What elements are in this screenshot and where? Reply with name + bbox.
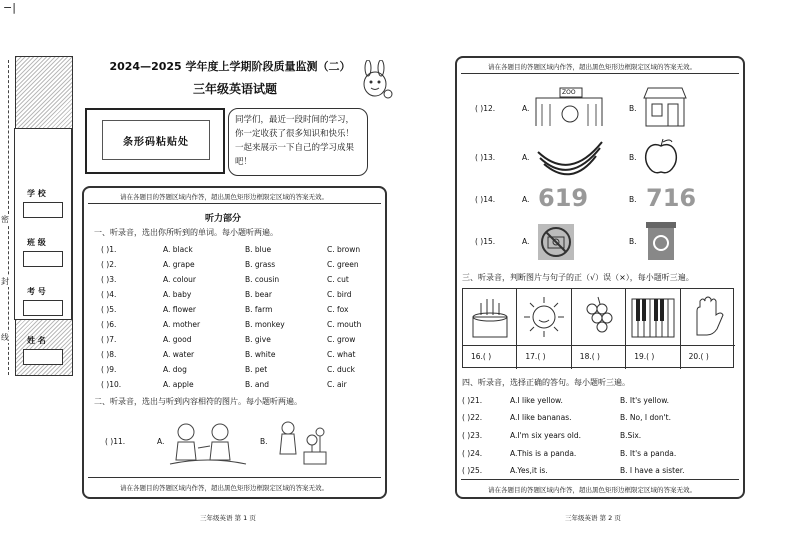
zoo-sign: ZOO [562, 89, 576, 96]
option-a[interactable]: A. [157, 437, 165, 446]
answer-18[interactable]: 18.( ) [572, 345, 626, 369]
hand-icon [681, 289, 735, 345]
answer-19[interactable]: 19.( ) [626, 345, 680, 369]
seal-char-3: 线 [1, 333, 9, 342]
intro-speech-bubble: 同学们，最近一段时间的学习，你一定收获了很多知识和快乐！一起来展示一下自己的学习成果吧！ [228, 108, 368, 176]
top-note-page2: 请在各题目的答题区域内作答，超出黑色矩形边框限定区域的答案无效。 [488, 63, 696, 71]
option-a[interactable]: A.I like yellow. [510, 396, 563, 405]
option-a[interactable]: A. [522, 104, 530, 113]
option-c[interactable]: C. bird [327, 290, 352, 299]
listening-title: 听力部分 [205, 214, 242, 224]
cake-picture-cell [463, 289, 517, 345]
question-number: ( )5. [101, 305, 117, 314]
crop-mark: −| [3, 1, 16, 14]
option-b[interactable]: B. No, I don't. [620, 413, 671, 422]
school-field[interactable] [23, 202, 63, 218]
answer-17[interactable]: 17.( ) [517, 345, 571, 369]
name-field[interactable] [23, 349, 63, 365]
question-number: ( )25. [462, 466, 483, 475]
question-row-15[interactable] [475, 237, 637, 246]
option-b[interactable]: B. pet [245, 365, 268, 374]
option-b[interactable]: B. grass [245, 260, 276, 269]
class-field[interactable] [23, 251, 63, 267]
divider [461, 479, 739, 480]
option-a[interactable]: A. dog [163, 365, 187, 374]
option-b[interactable]: B. blue [245, 245, 272, 254]
recycle-bin-icon [642, 218, 680, 262]
section-1-heading: 一、听录音，选出你所听到的单词。每小题听两遍。 [94, 228, 278, 237]
option-b[interactable]: B. [629, 195, 637, 204]
option-a[interactable]: A. apple [163, 380, 194, 389]
option-c[interactable]: C. cut [327, 275, 349, 284]
question-number: ( )21. [462, 396, 483, 405]
question-row-14[interactable] [475, 195, 637, 204]
option-b[interactable]: B. [260, 437, 268, 446]
question-row-12[interactable] [475, 104, 637, 113]
exam-number-label: 考 号 [27, 287, 46, 296]
option-a[interactable]: A. baby [163, 290, 192, 299]
page-number-2: 三年级英语 第 2 页 [565, 514, 621, 522]
question-number: ( )1. [101, 245, 117, 254]
option-b[interactable]: B. [629, 104, 637, 113]
option-a[interactable]: A.This is a panda. [510, 449, 577, 458]
option-b[interactable]: B. monkey [245, 320, 285, 329]
question-number: ( )22. [462, 413, 483, 422]
option-b[interactable]: B. [629, 237, 637, 246]
question-number: ( )23. [462, 431, 483, 440]
option-a[interactable]: A. [522, 195, 530, 204]
answer-16[interactable]: 16.( ) [463, 345, 517, 369]
option-b[interactable]: B. give [245, 335, 271, 344]
option-a[interactable]: A. mother [163, 320, 201, 329]
option-a[interactable]: A. [522, 153, 530, 162]
question-row-13[interactable] [475, 153, 637, 162]
area-note: 请在各题目的答题区域内作答，超出黑色矩形边框限定区域的答案无效。 [120, 193, 328, 201]
grapes-picture-cell [572, 289, 626, 345]
divider [88, 203, 381, 204]
option-a[interactable]: A. good [163, 335, 192, 344]
option-c[interactable]: C. mouth [327, 320, 362, 329]
footer-note-page2: 请在各题目的答题区域内作答，超出黑色矩形边框限定区域的答案无效。 [488, 486, 696, 494]
girl-with-plants-image [270, 418, 334, 468]
name-label: 姓 名 [27, 336, 46, 345]
option-b[interactable]: B. bear [245, 290, 272, 299]
shop-image [640, 84, 690, 128]
question-number: ( )3. [101, 275, 117, 284]
answer-20[interactable]: 20.( ) [681, 345, 735, 369]
option-b[interactable]: B. and [245, 380, 270, 389]
option-a[interactable]: A.I'm six years old. [510, 431, 582, 440]
exam-number-field[interactable] [23, 300, 63, 316]
grapes-icon [572, 289, 626, 345]
piano-picture-cell [626, 289, 680, 345]
hand-picture-cell [681, 289, 735, 345]
option-a[interactable]: A.Yes,it is. [510, 466, 548, 475]
option-c[interactable]: C. what [327, 350, 356, 359]
section-3-heading: 三、听录音，判断图片与句子的正（√）误（×），每小题听三遍。 [462, 273, 694, 282]
seal-char-2: 封 [1, 277, 9, 286]
option-b[interactable]: B. I have a sister. [620, 466, 685, 475]
option-b[interactable]: B. cousin [245, 275, 280, 284]
true-false-grid [462, 288, 734, 368]
option-a[interactable]: A. black [163, 245, 193, 254]
option-a[interactable]: A. water [163, 350, 195, 359]
class-label: 班 级 [27, 238, 46, 247]
birthday-cake-icon [463, 289, 517, 345]
option-c[interactable]: C. grow [327, 335, 356, 344]
question-number: ( )10. [101, 380, 122, 389]
option-b[interactable]: B. It's a panda. [620, 449, 677, 458]
option-b[interactable]: B. farm [245, 305, 273, 314]
question-number: ( )13. [475, 153, 496, 162]
question-number: ( )4. [101, 290, 117, 299]
seal-char-1: 密 [1, 215, 9, 224]
question-number: ( )24. [462, 449, 483, 458]
option-a[interactable]: A. flower [163, 305, 196, 314]
option-c[interactable]: C. duck [327, 365, 355, 374]
sun-picture-cell [517, 289, 571, 345]
number-b: 716 [646, 184, 697, 212]
section-4-heading: 四、听录音，选择正确的答句。每小题听三遍。 [462, 378, 630, 387]
barcode-label: 条形码粘贴处 [102, 120, 210, 160]
no-photo-sign-icon [536, 222, 576, 262]
option-c[interactable]: C. brown [327, 245, 361, 254]
question-number: ( )15. [475, 237, 496, 246]
exam-title: 2024—2025 学年度上学期阶段质量监测（二） [109, 60, 351, 73]
page-number-1: 三年级英语 第 1 页 [200, 514, 256, 522]
divider [88, 477, 381, 478]
question-number: ( )2. [101, 260, 117, 269]
question-number: ( )8. [101, 350, 117, 359]
option-a[interactable]: A. [522, 237, 530, 246]
question-number: ( )7. [101, 335, 117, 344]
option-c[interactable]: C. fox [327, 305, 349, 314]
option-b[interactable]: B. white [245, 350, 276, 359]
sun-icon [517, 289, 571, 345]
mascot-illustration [355, 60, 395, 102]
exam-subtitle: 三年级英语试题 [192, 82, 277, 96]
option-b[interactable]: B. It's yellow. [620, 396, 670, 405]
question-number: ( )12. [475, 104, 496, 113]
piano-keys-icon [626, 289, 680, 345]
option-a[interactable]: A. grape [163, 260, 195, 269]
question-number: ( )9. [101, 365, 117, 374]
divider [461, 73, 739, 74]
question-number: ( )6. [101, 320, 117, 329]
option-a[interactable]: A. colour [163, 275, 196, 284]
option-a[interactable]: A.I like bananas. [510, 413, 572, 422]
bananas-image [534, 136, 606, 178]
children-watering-image [168, 420, 248, 466]
barcode-area [85, 108, 225, 174]
option-b[interactable]: B. [629, 153, 637, 162]
question-number: ( )11. [105, 437, 126, 446]
school-label: 学 校 [27, 189, 46, 198]
footer-note-page1: 请在各题目的答题区域内作答，超出黑色矩形边框限定区域的答案无效。 [120, 484, 328, 492]
option-b[interactable]: B.Six. [620, 431, 642, 440]
section-2-heading: 二、听录音，选出与听到内容相符的图片。每小题听两遍。 [94, 397, 302, 406]
option-c[interactable]: C. air [327, 380, 347, 389]
question-number: ( )14. [475, 195, 496, 204]
number-a: 619 [538, 184, 589, 212]
apple-image [640, 136, 682, 178]
option-c[interactable]: C. green [327, 260, 359, 269]
